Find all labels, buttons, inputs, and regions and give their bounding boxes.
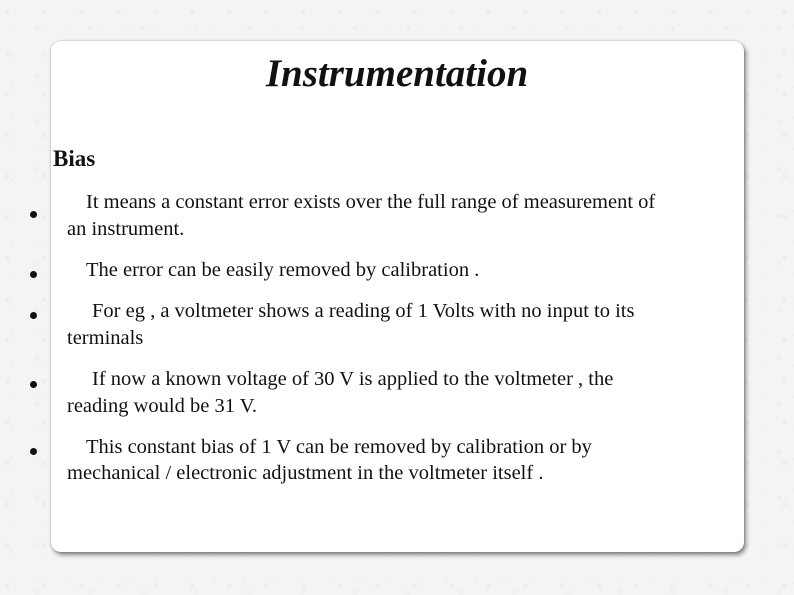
bullet-icon (30, 312, 37, 319)
bullet-line: terminals (67, 327, 144, 349)
section-heading: Bias (53, 146, 96, 171)
bullet-line: an instrument. (67, 218, 185, 240)
bullet-line: It means a constant error exists over the full range of measurement of (86, 191, 656, 213)
slide-title: Instrumentation (265, 52, 529, 95)
bullet-icon (30, 381, 37, 388)
bullet-line: The error can be easily removed by calibration . (86, 259, 480, 281)
bullet-icon (30, 271, 37, 278)
bullet-line: This constant bias of 1 V can be removed by calibration or by (86, 436, 592, 458)
bullet-icon (30, 448, 37, 455)
bullet-line: reading would be 31 V. (67, 395, 257, 417)
bullet-icon (30, 211, 37, 218)
bullet-line: mechanical / electronic adjustment in the voltmeter itself . (67, 462, 544, 484)
bullet-line: For eg , a voltmeter shows a reading of 1 Volts with no input to its (92, 300, 635, 322)
bullet-line: If now a known voltage of 30 V is applied to the voltmeter , the (92, 368, 614, 390)
